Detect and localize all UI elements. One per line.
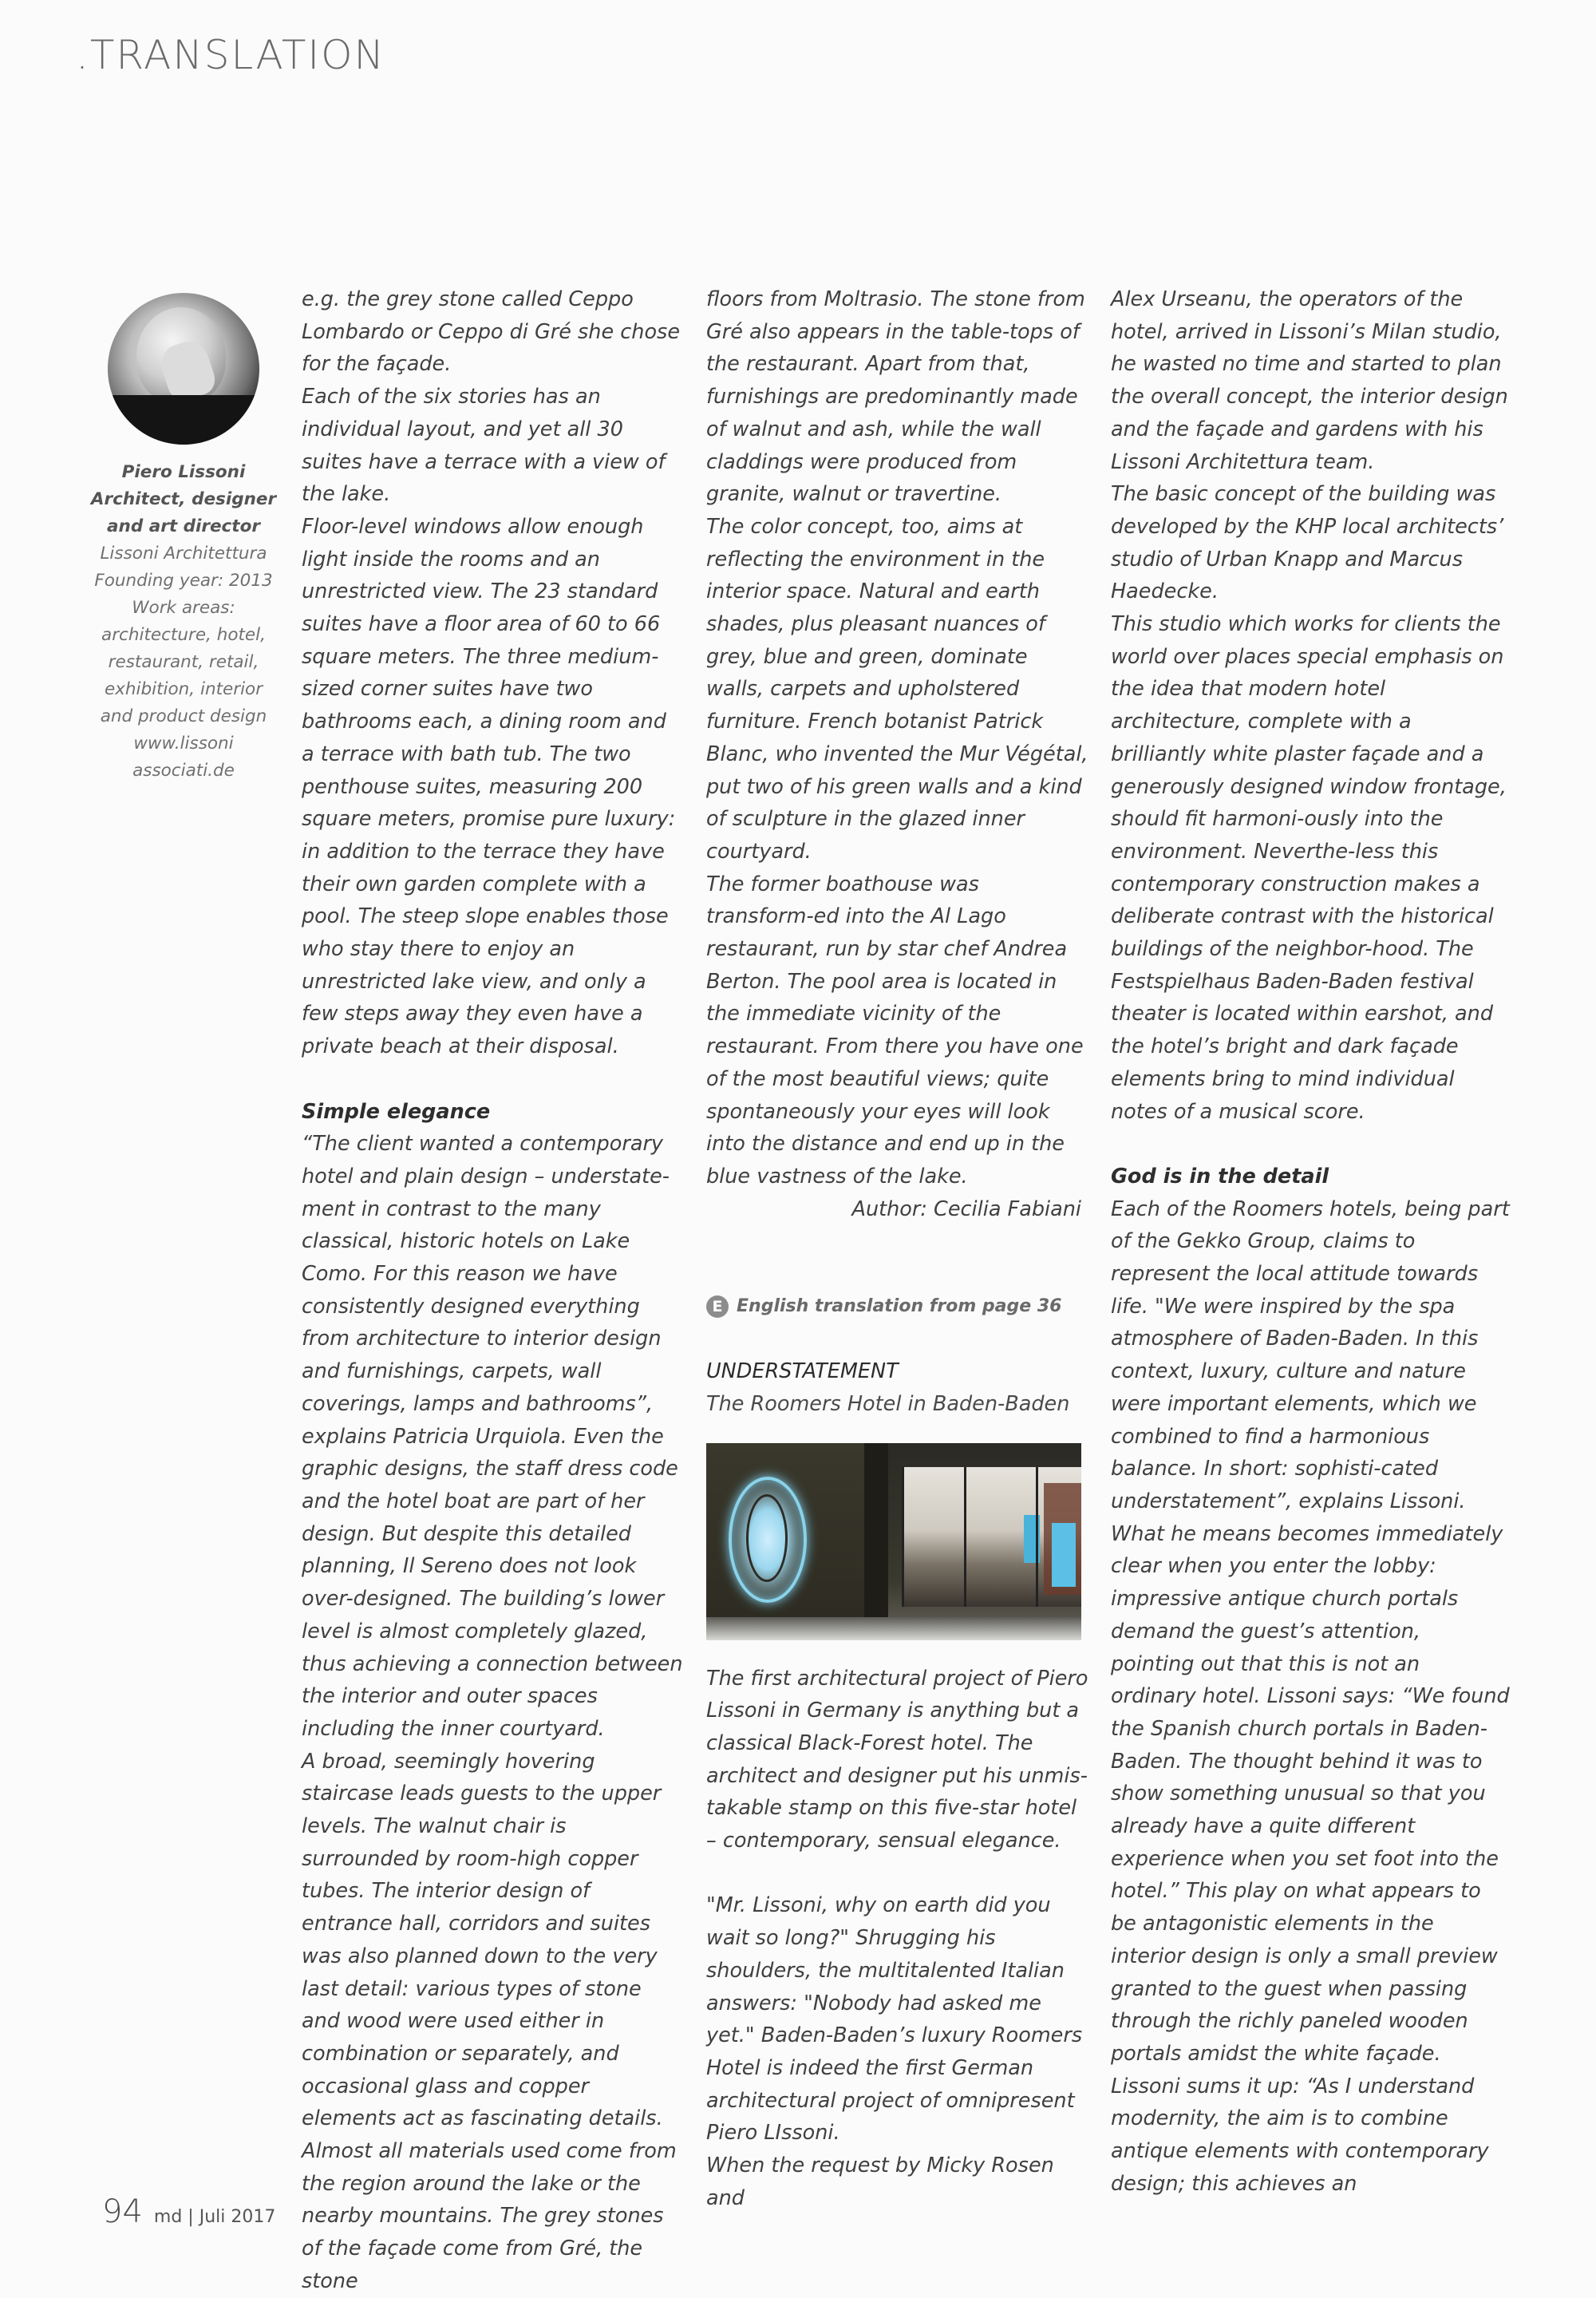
paragraph: This studio which works for clients the world over places special emphasis on the idea that modern hotel architecture, complete with a brilliantly white plaster façade and a generously designed window frontage, should fit harmoni-ously into the environment. Neverthe-less this contemporary construction makes a deliberate contrast with the historical buildings of the neighbor-hood. The Festspielhaus Baden-Baden festival theater is located within earshot, and the hotel’s bright and dark façade elements bring to mind individual notes of a musical score. bbox=[1111, 612, 1507, 1124]
paragraph: The basic concept of the building was developed by the KHP local architects’ studio of Urban Knapp and Marcus Haedecke. bbox=[1111, 482, 1504, 604]
photo-pillar bbox=[864, 1443, 888, 1640]
paragraph: “The client wanted a contemporary hotel and plain design – understate-ment in contrast to the many classical, historic hotels on Lake Como. For this reason we have consistently designed everything from architecture to interior design and furnishings, carpets, wall coverings, lamps and bathrooms”, explains Patricia Urquiola. Even the graphic designs, the staff dress code and the hotel boat are part of her design. But despite this detailed planning, Il Sereno does not look over-designed. The building’s lower level is almost completely glazed, thus achieving a connection between the interior and outer spaces including the inner courtyard. bbox=[302, 1132, 683, 1741]
profile-detail-line: exhibition, interior bbox=[104, 679, 263, 699]
profile-detail-line: Lissoni Architettura bbox=[100, 544, 267, 564]
article-title: UNDERSTATEMENT bbox=[706, 1359, 899, 1384]
profile-detail-line: Founding year: 2013 bbox=[94, 571, 273, 591]
paragraph: Each of the six stories has an individual layout, and yet all 30 suites have a terrace with a view of the lake. bbox=[302, 385, 666, 507]
paragraph: Alex Urseanu, the operators of the hotel, arrived in Lissoni’s Milan studio, he wasted no time and started to plan the overall concept, the interior design and the façade and gardens with his Lissoni Architettura team. bbox=[1111, 287, 1508, 474]
profile-detail-line: architecture, hotel, bbox=[101, 625, 266, 645]
article-subtitle: The Roomers Hotel in Baden-Baden bbox=[706, 1391, 1070, 1416]
illuminated-logo-icon bbox=[729, 1477, 807, 1603]
profile-name: Piero Lissoni bbox=[121, 462, 246, 482]
page-number: 94 bbox=[102, 2193, 143, 2230]
text-column-3 bbox=[1111, 283, 1510, 2200]
paragraph: When the request by Micky Rosen and bbox=[706, 2154, 1054, 2210]
translation-source-line bbox=[706, 1291, 1089, 1323]
page-footer bbox=[102, 2193, 275, 2230]
author-credit: Author: Cecilia Fabiani bbox=[851, 1196, 1081, 1221]
photo-floor bbox=[706, 1617, 1081, 1640]
text-column-1 bbox=[302, 283, 685, 2298]
section-title: .TRANSLATION bbox=[76, 32, 385, 78]
portrait-body-shape bbox=[108, 395, 259, 445]
paragraph: The first architectural project of Piero Lissoni in Germany is anything but a classical Black-Forest hotel. The architect and designer put his unmis-takable stamp on this five-star hotel – contemporary, sensual elegance. bbox=[706, 1666, 1088, 1853]
profile-website-line: www.lissoni bbox=[133, 734, 234, 753]
profile-detail-line: restaurant, retail, bbox=[108, 652, 259, 672]
hotel-entrance-photo bbox=[706, 1443, 1081, 1640]
paragraph: The former boathouse was transform-ed into the Al Lago restaurant, run by star chef Andrea Berton. The pool area is located in the immediate vicinity of the restaurant. From there you have one of the most beautiful views; quite spontaneously your eyes will look into the distance and end up in the blue vastness of the lake. bbox=[706, 872, 1084, 1189]
photo-lobby-window bbox=[902, 1467, 1081, 1607]
english-badge-icon: E bbox=[706, 1295, 729, 1318]
profile-detail-line: Work areas: bbox=[132, 598, 235, 618]
paragraph: Almost all materials used come from the region around the lake or the nearby mountains. The grey stones of the façade come from Gré, the stone bbox=[302, 2139, 677, 2293]
translation-source-text: English translation from page 36 bbox=[737, 1295, 1062, 1316]
profile-role-line: Architect, designer bbox=[90, 489, 277, 509]
profile-website-line: associati.de bbox=[132, 761, 235, 781]
publication-issue: md | Juli 2017 bbox=[153, 2207, 276, 2227]
paragraph: What he means becomes immediately clear when you enter the lobby: impressive antique church portals demand the guest’s attention, pointing out that this is not an ordinary hotel. Lissoni says: “We found the Spanish church portals in Baden-Baden. The thought behind it was to show something unusual so that you already have a quite different experience when you set foot into the hotel.” This play on what appears to be antagonistic elements in the interior design is only a small preview granted to the guest when passing through the richly paneled wooden portals amidst the white façade. Lissoni sums it up: “As I understand modernity, the aim is to combine antique elements with contemporary design; this achieves an bbox=[1111, 1521, 1510, 2196]
paragraph: A broad, seemingly hovering staircase leads guests to the upper levels. The walnut chair is surrounded by room-high copper tubes. The interior design of entrance hall, corridors and suites was also planned down to the very last detail: various types of stone and wood were used either in combination or separately, and occasional glass and copper elements act as fascinating details. bbox=[302, 1749, 663, 2131]
paragraph: Floor-level windows allow enough light inside the rooms and an unrestricted view. The 23 standard suites have a floor area of 60 to 66 square meters. The three medium-sized corner suites have two bathrooms each, a dining room and a terrace with bath tub. The two penthouse suites, measuring 200 square meters, promise pure luxury: in addition to the terrace they have their own garden complete with a pool. The steep slope enables those who stay there to enjoy an unrestricted lake view, and only a few steps away they even have a private beach at their disposal. bbox=[302, 514, 676, 1059]
paragraph: Each of the Roomers hotels, being part of the Gekko Group, claims to represent the local attitude towards life. "We were inspired by the spa atmosphere of Baden-Baden. In this context, luxury, culture and nature were important elements, which we combined to find a harmonious balance. In short: sophisti-cated understatement”, explains Lissoni. bbox=[1111, 1196, 1510, 1513]
author-profile-sidebar bbox=[80, 283, 287, 785]
paragraph: floors from Moltrasio. The stone from Gré also appears in the table-tops of the restaurant. Apart from that, furnishings are predominantly made of walnut and ash, while the wall claddings were produced from granite, walnut or travertine. bbox=[706, 287, 1085, 507]
paragraph: The color concept, too, aims at reflecting the environment in the interior space. Natural and earth shades, plus pleasant nuances of grey, blue and green, dominate walls, carpets and upholstered furniture. French botanist Patrick Blanc, who invented the Mur Végétal, put two of his green walls and a kind of sculpture in the glazed inner courtyard. bbox=[706, 514, 1088, 864]
paragraph: "Mr. Lissoni, why on earth did you wait so long?" Shrugging his shoulders, the multitalented Italian answers: "Nobody had asked me yet." Baden-Baden’s luxury Roomers Hotel is indeed the first German architectural project of omnipresent Piero LIssoni. bbox=[706, 1893, 1083, 2146]
subheading: Simple elegance bbox=[302, 1099, 491, 1124]
subheading: God is in the detail bbox=[1111, 1164, 1329, 1189]
profile-role-line: and art director bbox=[107, 516, 260, 536]
profile-detail-line: and product design bbox=[100, 706, 267, 726]
paragraph: e.g. the grey stone called Ceppo Lombardo or Ceppo di Gré she chose for the façade. bbox=[302, 287, 681, 377]
profile-caption bbox=[80, 459, 287, 785]
text-column-2 bbox=[706, 283, 1089, 2215]
portrait-photo bbox=[108, 293, 259, 445]
